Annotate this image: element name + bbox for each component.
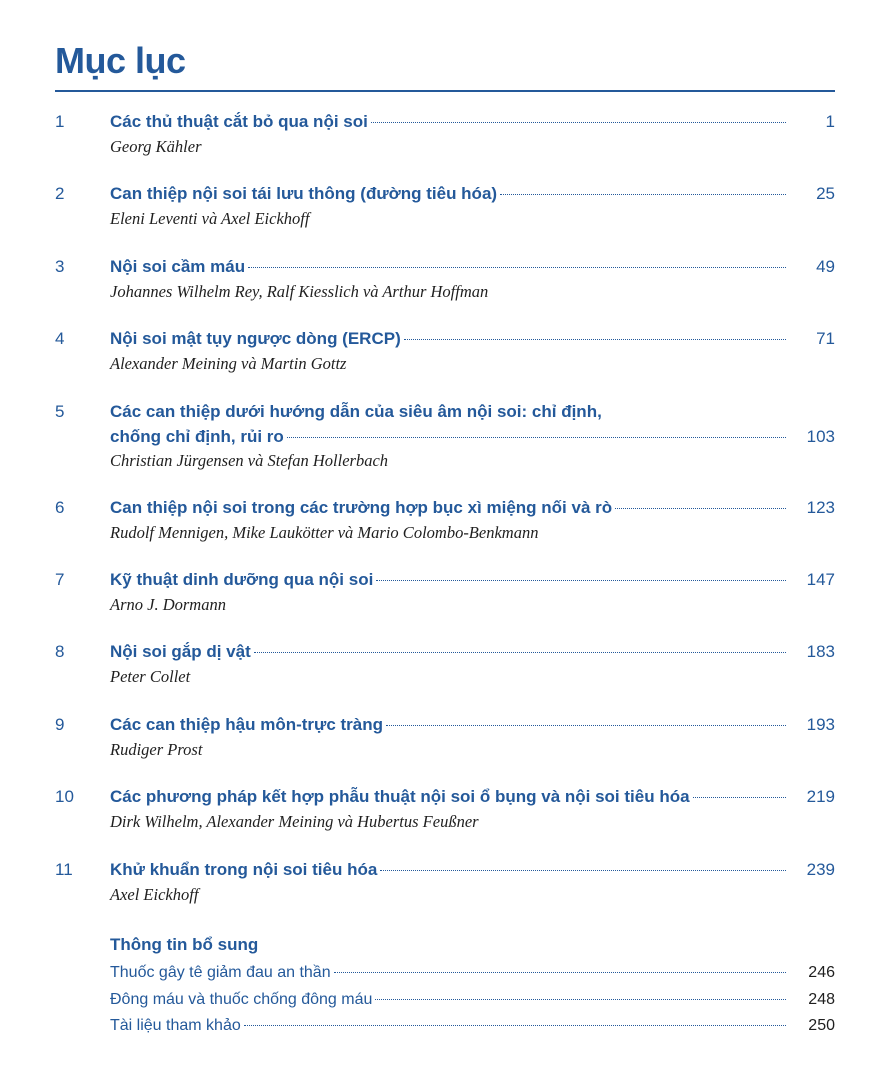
chapter-number: 7 [55,569,65,589]
dot-leader [386,725,786,726]
chapter-number: 6 [55,497,65,517]
chapter-title-line [110,570,786,590]
supplement-title[interactable]: Thuốc gây tê giảm đau an thần [110,964,331,981]
toc-entry-7[interactable] [0,568,884,640]
toc-entry-6[interactable] [0,496,884,568]
page-number: 49 [816,256,835,276]
page-number: 123 [806,497,835,517]
dot-leader [254,652,786,653]
chapter-number: 9 [55,714,65,734]
chapter-number: 11 [55,859,73,879]
toc-entry-10[interactable] [0,785,884,857]
page-title: Mục lục [55,40,186,81]
toc-entry-3[interactable] [0,255,884,327]
chapter-title[interactable]: Can thiệp nội soi tái lưu thông (đường tiêu hóa) [110,184,498,204]
chapter-title-line [110,715,786,735]
chapter-number: 2 [55,184,65,204]
table-of-contents [0,110,884,930]
dot-leader [375,999,786,1000]
page-number: 239 [806,859,835,879]
chapter-title-line [110,498,786,518]
chapter-title[interactable]: Can thiệp nội soi trong các trường hợp bục xì miệng nối và rò [110,497,613,517]
chapter-author: Georg Kähler [110,137,202,156]
chapter-number: 5 [55,401,65,421]
chapter-author: Arno J. Dormann [110,594,226,614]
chapter-title[interactable]: Nội soi gắp dị vật [110,642,251,662]
page-number: 71 [816,329,835,349]
toc-entry-1[interactable] [0,110,884,182]
chapter-title-line [110,112,786,132]
chapter-author: Christian Jürgensen và Stefan Hollerbach [110,450,389,470]
page-number: 219 [806,787,835,807]
toc-entry-4[interactable] [0,327,884,399]
chapter-author: Eleni Leventi và Axel Eickhoff [110,209,310,229]
supplement-title[interactable]: Đông máu và thuốc chống đông máu [110,991,373,1008]
toc-entry-9[interactable] [0,713,884,785]
chapter-title[interactable]: Các can thiệp hậu môn-trực tràng [110,714,384,734]
supplement-title[interactable]: Tài liệu tham khảo [110,1017,241,1034]
chapter-title[interactable]: Các thủ thuật cắt bỏ qua nội soi [110,112,368,131]
supplement-heading: Thông tin bổ sung [110,935,259,954]
page-number: 183 [806,642,835,662]
chapter-title[interactable]: Nội soi cầm máu [110,256,246,276]
page-number: 147 [806,569,835,589]
dot-leader [615,508,786,509]
chapter-title-line [110,787,786,807]
chapter-title[interactable]: chống chỉ định, rủi ro [110,426,284,446]
supplement-item[interactable] [110,991,786,1009]
chapter-author: Dirk Wilhelm, Alexander Meining và Hubertus Feußner [110,812,479,832]
dot-leader [404,339,786,340]
page-number: 193 [806,714,835,734]
supplement-page-number: 248 [808,991,835,1008]
chapter-title-line [110,860,786,880]
dot-leader [287,437,786,438]
chapter-title-line-2 [110,427,786,447]
supplement-page-number: 246 [808,964,835,981]
chapter-author: Johannes Wilhelm Rey, Ralf Kiesslich và Arthur Hoffman [110,281,489,301]
chapter-title-line [110,257,786,277]
page-number: 103 [806,426,835,446]
supplement-item[interactable] [110,964,786,982]
chapter-number: 1 [55,112,65,131]
chapter-author: Alexander Meining và Martin Gottz [110,354,347,374]
chapter-number: 3 [55,256,65,276]
chapter-title-line [110,642,786,662]
chapter-title-part-1[interactable]: Các can thiệp dưới hướng dẫn của siêu âm nội soi: chỉ định, [110,401,602,421]
page-number: 25 [816,184,835,204]
toc-entry-2[interactable] [0,182,884,254]
dot-leader [693,797,786,798]
chapter-number: 10 [55,787,74,807]
chapter-title[interactable]: Nội soi mật tụy ngược dòng (ERCP) [110,329,401,349]
chapter-number: 4 [55,329,65,349]
supplement-item[interactable] [110,1017,786,1035]
toc-entry-11[interactable] [0,858,884,930]
chapter-title-line [110,184,786,204]
chapter-author: Rudiger Prost [110,739,203,759]
toc-entry-5[interactable] [0,400,884,496]
chapter-title[interactable]: Kỹ thuật dinh dưỡng qua nội soi [110,569,374,589]
dot-leader [500,194,786,195]
chapter-title-line-1 [110,402,786,422]
chapter-title[interactable]: Khử khuẩn trong nội soi tiêu hóa [110,859,378,879]
chapter-title-line [110,329,786,349]
chapter-author: Peter Collet [110,667,191,687]
chapter-author: Rudolf Mennigen, Mike Laukötter và Mario Colombo-Benkmann [110,522,539,542]
title-rule [55,90,835,92]
page-number: 1 [825,112,835,131]
chapter-title[interactable]: Các phương pháp kết hợp phẫu thuật nội soi ổ bụng và nội soi tiêu hóa [110,787,690,807]
dot-leader [244,1025,786,1026]
dot-leader [376,580,786,581]
dot-leader [334,972,786,973]
dot-leader [248,267,786,268]
dot-leader [371,122,786,123]
chapter-number: 8 [55,642,65,662]
dot-leader [380,870,786,871]
chapter-author: Axel Eickhoff [110,884,199,904]
toc-entry-8[interactable] [0,640,884,712]
supplement-page-number: 250 [808,1017,835,1034]
